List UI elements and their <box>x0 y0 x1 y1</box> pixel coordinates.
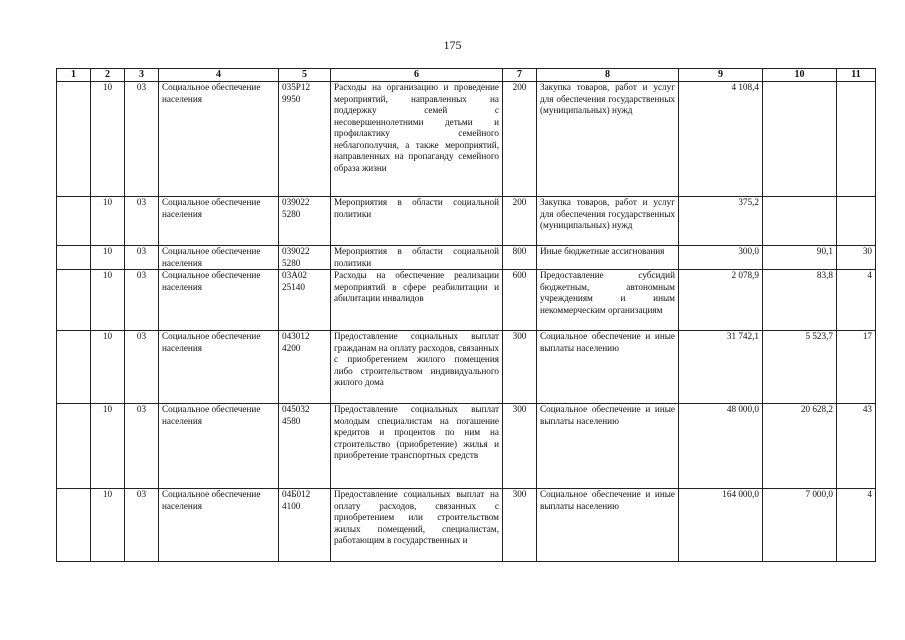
cell-row-number <box>57 197 91 246</box>
cell-section: 10 <box>91 331 125 404</box>
cell-amount-plan: 31 742,1 <box>679 331 763 404</box>
cell-row-number <box>57 246 91 270</box>
cell-section: 10 <box>91 82 125 197</box>
cell-section: 10 <box>91 197 125 246</box>
table-row <box>57 197 876 246</box>
cell-target-code: 03А02 25140 <box>279 270 331 331</box>
col-header-1: 1 <box>57 69 91 82</box>
cell-target-name: Предоставление социальных выплат на оплату расходов, связанных с приобретением или строительством жилых помещений, специалистам, работающим в государственных и <box>331 489 503 562</box>
cell-expense-type-code: 800 <box>503 246 537 270</box>
cell-amount-fact <box>763 82 837 197</box>
cell-target-code: 039022 5280 <box>279 246 331 270</box>
cell-row-number <box>57 331 91 404</box>
cell-row-number <box>57 270 91 331</box>
cell-target-name: Мероприятия в области социальной политики <box>331 197 503 246</box>
cell-amount-plan: 2 078,9 <box>679 270 763 331</box>
col-header-2: 2 <box>91 69 125 82</box>
cell-target-code: 043012 4200 <box>279 331 331 404</box>
cell-section: 10 <box>91 270 125 331</box>
cell-amount-fact: 5 523,7 <box>763 331 837 404</box>
cell-expense-type-code: 200 <box>503 82 537 197</box>
col-header-4: 4 <box>159 69 279 82</box>
cell-target-code: 039022 5280 <box>279 197 331 246</box>
cell-subsection-name: Социальное обеспечение населения <box>159 82 279 197</box>
cell-subsection-name: Социальное обеспечение населения <box>159 404 279 489</box>
col-header-7: 7 <box>503 69 537 82</box>
cell-subsection: 03 <box>125 489 159 562</box>
cell-row-number <box>57 82 91 197</box>
table-row <box>57 489 876 562</box>
cell-expense-type-name: Закупка товаров, работ и услуг для обеспечения государственных (муниципальных) нужд <box>537 197 679 246</box>
cell-amount-plan: 164 000,0 <box>679 489 763 562</box>
cell-expense-type-name: Иные бюджетные ассигнования <box>537 246 679 270</box>
cell-section: 10 <box>91 404 125 489</box>
cell-expense-type-code: 300 <box>503 331 537 404</box>
cell-target-name: Предоставление социальных выплат молодым специалистам на погашение кредитов и процентов по ним на строительство (приобретение) жилья и приобретение транспортных средств <box>331 404 503 489</box>
cell-subsection-name: Социальное обеспечение населения <box>159 197 279 246</box>
cell-target-name: Мероприятия в области социальной политики <box>331 246 503 270</box>
cell-amount-plan: 4 108,4 <box>679 82 763 197</box>
cell-subsection: 03 <box>125 246 159 270</box>
cell-target-code: 035Р12 9950 <box>279 82 331 197</box>
cell-expense-type-name: Социальное обеспечение и иные выплаты населению <box>537 331 679 404</box>
header-row <box>57 69 876 82</box>
cell-expense-type-code: 200 <box>503 197 537 246</box>
cell-percent: 17 <box>837 331 876 404</box>
cell-subsection-name: Социальное обеспечение населения <box>159 270 279 331</box>
cell-amount-fact: 83,8 <box>763 270 837 331</box>
cell-subsection: 03 <box>125 404 159 489</box>
cell-amount-plan: 48 000,0 <box>679 404 763 489</box>
cell-percent: 30 <box>837 246 876 270</box>
cell-percent: 43 <box>837 404 876 489</box>
budget-table <box>56 68 876 562</box>
table-row <box>57 270 876 331</box>
cell-expense-type-code: 600 <box>503 270 537 331</box>
col-header-11: 11 <box>837 69 876 82</box>
cell-target-name: Расходы на организацию и проведение мероприятий, направленных на поддержку семей с несовершеннолетними детьми и профилактику семейного неблагополучия, а также мероприятий, направленных на пропаганду семейного образа жизни <box>331 82 503 197</box>
cell-amount-fact: 7 000,0 <box>763 489 837 562</box>
cell-expense-type-code: 300 <box>503 404 537 489</box>
cell-amount-plan: 300,0 <box>679 246 763 270</box>
cell-subsection-name: Социальное обеспечение населения <box>159 489 279 562</box>
col-header-3: 3 <box>125 69 159 82</box>
cell-expense-type-name: Предоставление субсидий бюджетным, автономным учреждениям и иным некоммерческим организациям <box>537 270 679 331</box>
table-row <box>57 82 876 197</box>
cell-target-code: 045032 4580 <box>279 404 331 489</box>
cell-amount-fact: 20 628,2 <box>763 404 837 489</box>
cell-section: 10 <box>91 246 125 270</box>
cell-row-number <box>57 404 91 489</box>
cell-subsection: 03 <box>125 331 159 404</box>
cell-subsection-name: Социальное обеспечение населения <box>159 246 279 270</box>
cell-expense-type-name: Закупка товаров, работ и услуг для обеспечения государственных (муниципальных) нужд <box>537 82 679 197</box>
cell-expense-type-name: Социальное обеспечение и иные выплаты населению <box>537 489 679 562</box>
col-header-6: 6 <box>331 69 503 82</box>
cell-percent: 4 <box>837 489 876 562</box>
cell-subsection: 03 <box>125 197 159 246</box>
cell-subsection: 03 <box>125 82 159 197</box>
cell-amount-fact: 90,1 <box>763 246 837 270</box>
col-header-9: 9 <box>679 69 763 82</box>
cell-subsection: 03 <box>125 270 159 331</box>
cell-percent <box>837 197 876 246</box>
table-row <box>57 404 876 489</box>
cell-target-name: Расходы на обеспечение реализации мероприятий в сфере реабилитации и абилитации инвалидов <box>331 270 503 331</box>
cell-row-number <box>57 489 91 562</box>
cell-target-name: Предоставление социальных выплат гражданам на оплату расходов, связанных с приобретением жилого помещения либо строительством индивидуального жилого дома <box>331 331 503 404</box>
cell-expense-type-code: 300 <box>503 489 537 562</box>
cell-percent <box>837 82 876 197</box>
cell-amount-plan: 375,2 <box>679 197 763 246</box>
cell-amount-fact <box>763 197 837 246</box>
col-header-8: 8 <box>537 69 679 82</box>
cell-target-code: 04Б012 4100 <box>279 489 331 562</box>
page-number: 175 <box>443 38 462 52</box>
table-row <box>57 246 876 270</box>
cell-section: 10 <box>91 489 125 562</box>
cell-percent: 4 <box>837 270 876 331</box>
cell-expense-type-name: Социальное обеспечение и иные выплаты населению <box>537 404 679 489</box>
col-header-10: 10 <box>763 69 837 82</box>
col-header-5: 5 <box>279 69 331 82</box>
cell-subsection-name: Социальное обеспечение населения <box>159 331 279 404</box>
table-row <box>57 331 876 404</box>
